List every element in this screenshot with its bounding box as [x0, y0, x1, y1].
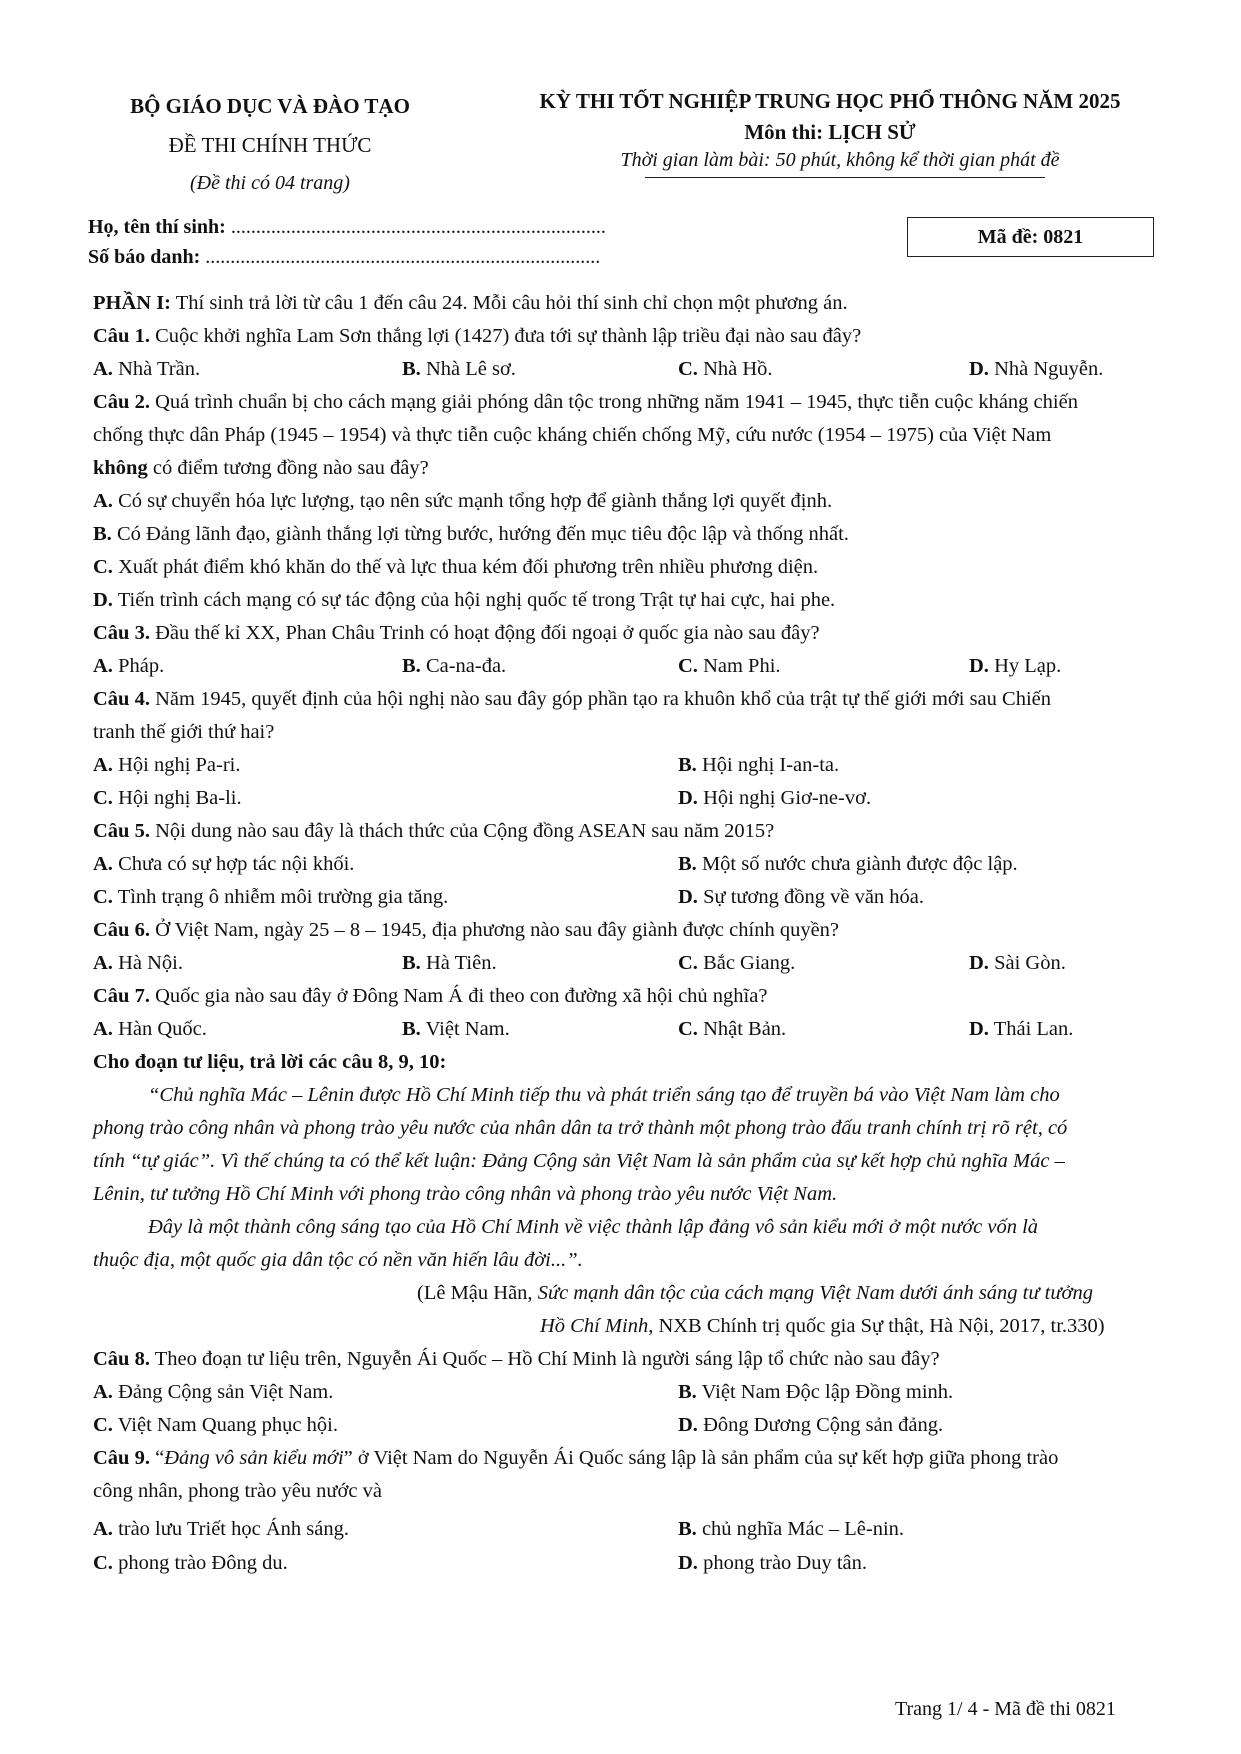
option-letter: D. [969, 952, 989, 974]
question-text: Cuộc khởi nghĩa Lam Sơn thắng lợi (1427) đưa tới sự thành lập triều đại nào sau đây? [149, 325, 862, 347]
question-number: Câu 8. [93, 1348, 150, 1370]
option-letter: B. [678, 1381, 697, 1403]
option-text: Nhà Hồ. [703, 358, 773, 380]
option-letter: C. [93, 556, 113, 578]
passage-intro: Cho đoạn tư liệu, trả lời các câu 8, 9, 10: [93, 1051, 447, 1073]
q7-option-c [678, 1018, 786, 1041]
candidate-id-dots: ............................................................................... [205, 246, 601, 268]
option-text: Hy Lạp. [994, 655, 1062, 677]
question-text: ” ở Việt Nam do Nguyễn Ái Quốc sáng lập là sản phẩm của sự kết hợp giữa phong trào [343, 1447, 1059, 1469]
q8-option-c [93, 1414, 338, 1437]
option-text: phong trào Đông du. [118, 1552, 288, 1574]
q3-option-a [93, 655, 164, 678]
question-9 [93, 1447, 1183, 1470]
option-text: Ca-na-đa. [425, 655, 507, 677]
pages-note: (Đề thi có 04 trang) [190, 172, 350, 194]
option-letter: C. [678, 952, 698, 974]
question-2 [93, 391, 1183, 414]
option-letter: A. [93, 1381, 113, 1403]
option-text: Hội nghị Ba-li. [118, 787, 242, 809]
option-text: Hàn Quốc. [118, 1018, 207, 1040]
option-letter: C. [678, 358, 698, 380]
option-text: chủ nghĩa Mác – Lê-nin. [701, 1518, 905, 1540]
option-letter: A. [93, 1518, 113, 1540]
q9-option-b [678, 1518, 904, 1541]
option-text: Nam Phi. [703, 655, 781, 677]
exam-time: Thời gian làm bài: 50 phút, không kể thời gian phát đề [620, 149, 1060, 171]
option-letter: C. [93, 1552, 113, 1574]
option-text: Việt Nam Quang phục hội. [117, 1414, 338, 1436]
option-text: Đông Dương Cộng sản đảng. [703, 1414, 944, 1436]
option-letter: B. [678, 853, 697, 875]
option-letter: D. [969, 1018, 989, 1040]
option-text: Việt Nam Độc lập Đồng minh. [701, 1381, 954, 1403]
question-number: Câu 3. [93, 622, 150, 644]
option-text: Thái Lan. [993, 1018, 1074, 1040]
option-text: trào lưu Triết học Ánh sáng. [118, 1518, 349, 1540]
quoted-term: Đảng vô sản kiểu mới [164, 1447, 344, 1469]
q5-option-c [93, 886, 448, 909]
q9-option-c [93, 1552, 288, 1575]
option-letter: B. [93, 523, 112, 545]
question-number: Câu 2. [93, 391, 150, 413]
question-4 [93, 688, 1183, 711]
option-letter: A. [93, 754, 113, 776]
question-text: Theo đoạn tư liệu trên, Nguyễn Ái Quốc – Hồ Chí Minh là người sáng lập tổ chức nào sau đây? [149, 1348, 940, 1370]
header-rule [645, 177, 1045, 178]
question-number: Câu 5. [93, 820, 150, 842]
page-footer: Trang 1/ 4 - Mã đề thi 0821 [895, 1698, 1116, 1720]
q4-option-c [93, 787, 242, 810]
option-text: phong trào Duy tân. [703, 1552, 868, 1574]
candidate-name-line [88, 216, 606, 239]
option-text: Xuất phát điểm khó khăn do thế và lực thua kém đối phương trên nhiều phương diện. [118, 556, 819, 578]
option-letter: C. [678, 1018, 698, 1040]
option-letter: A. [93, 1018, 113, 1040]
question-3 [93, 622, 1183, 645]
source-author: (Lê Mậu Hãn, [417, 1282, 538, 1304]
q1-option-a [93, 358, 200, 381]
q2-option-d [93, 589, 835, 612]
question-text: Đầu thế kỉ XX, Phan Châu Trinh có hoạt động đối ngoại ở quốc gia nào sau đây? [149, 622, 820, 644]
q2-option-a [93, 490, 832, 513]
question-6 [93, 919, 1183, 942]
q9-option-a [93, 1518, 349, 1541]
part1-label: PHẦN I: [93, 292, 172, 314]
question-number: Câu 6. [93, 919, 150, 941]
exam-code-box: Mã đề: 0821 [907, 217, 1154, 257]
q9-option-d [678, 1552, 867, 1575]
option-text: Nhà Trần. [118, 358, 201, 380]
question-text: Quá trình chuẩn bị cho cách mạng giải phóng dân tộc trong những năm 1941 – 1945, thực tiễn cuộc kháng chiến [149, 391, 1078, 413]
q1-option-b [402, 358, 516, 381]
source-title: Sức mạnh dân tộc của cách mạng Việt Nam dưới ánh sáng tư tưởng [537, 1282, 1093, 1304]
question-8 [93, 1348, 1183, 1371]
q4-option-d [678, 787, 871, 810]
option-letter: B. [402, 1018, 421, 1040]
option-text: Nhật Bản. [703, 1018, 787, 1040]
option-text: Một số nước chưa giành được độc lập. [701, 853, 1018, 875]
option-text: Nhà Lê sơ. [425, 358, 516, 380]
option-letter: C. [93, 787, 113, 809]
q3-option-b [402, 655, 506, 678]
option-letter: D. [969, 358, 989, 380]
q2-option-c [93, 556, 818, 579]
q5-option-a [93, 853, 354, 876]
option-text: Hội nghị Giơ-ne-vơ. [703, 787, 872, 809]
question-9-line2: công nhân, phong trào yêu nước và [93, 1480, 382, 1502]
option-letter: C. [93, 1414, 113, 1436]
part1-instruction [93, 292, 1183, 315]
passage-source-line1 [417, 1282, 1093, 1305]
option-letter: D. [678, 886, 698, 908]
exam-title: KỲ THI TỐT NGHIỆP TRUNG HỌC PHỔ THÔNG NĂM 2025 [539, 89, 1121, 113]
option-letter: A. [93, 490, 113, 512]
question-7 [93, 985, 1183, 1008]
passage-p1-line1: “Chủ nghĩa Mác – Lênin được Hồ Chí Minh tiếp thu và phát triển sáng tạo để truyền bá vào Việt Nam làm cho [148, 1084, 1060, 1106]
q6-option-a [93, 952, 183, 975]
passage-p1-line3: tính “tự giác”. Vì thế chúng ta có thể kết luận: Đảng Cộng sản Việt Nam là sản phẩm của sự kết hợp chủ nghĩa Mác – [93, 1150, 1065, 1172]
option-letter: B. [678, 1518, 697, 1540]
candidate-id-label: Số báo danh: [88, 246, 201, 268]
q4-option-b [678, 754, 839, 777]
question-2-line2: chống thực dân Pháp (1945 – 1954) và thực tiễn cuộc kháng chiến chống Mỹ, cứu nước (1954 – 1975) của Việt Nam [93, 424, 1052, 446]
question-1 [93, 325, 1183, 348]
passage-p2-line2: thuộc địa, một quốc gia dân tộc có nền văn hiến lâu đời...”. [93, 1249, 583, 1271]
option-letter: A. [93, 655, 113, 677]
option-letter: D. [678, 1414, 698, 1436]
question-text: có điểm tương đồng nào sau đây? [147, 457, 429, 479]
candidate-id-line [88, 246, 600, 269]
candidate-name-label: Họ, tên thí sinh: [88, 216, 226, 238]
option-letter: D. [969, 655, 989, 677]
part1-text: Thí sinh trả lời từ câu 1 đến câu 24. Mỗi câu hỏi thí sinh chỉ chọn một phương án. [171, 292, 848, 314]
option-text: Tình trạng ô nhiễm môi trường gia tăng. [117, 886, 449, 908]
passage-p1-line4: Lênin, tư tưởng Hồ Chí Minh với phong trào công nhân và phong trào yêu nước Việt Nam. [93, 1183, 838, 1205]
q5-option-d [678, 886, 924, 909]
q3-option-c [678, 655, 781, 678]
question-2-line3 [93, 457, 1183, 480]
passage-p2-line1: Đây là một thành công sáng tạo của Hồ Chí Minh về việc thành lập đảng vô sản kiểu mới ở một nước vốn là [148, 1216, 1039, 1238]
question-number: Câu 4. [93, 688, 150, 710]
option-text: Bắc Giang. [703, 952, 796, 974]
option-text: Tiến trình cách mạng có sự tác động của hội nghị quốc tế trong Trật tự hai cực, hai phe. [117, 589, 836, 611]
q7-option-b [402, 1018, 510, 1041]
option-text: Có Đảng lãnh đạo, giành thắng lợi từng bước, hướng đến mục tiêu độc lập và thống nhất. [116, 523, 849, 545]
option-text: Pháp. [118, 655, 165, 677]
q6-option-b [402, 952, 497, 975]
option-text: Hội nghị Pa-ri. [118, 754, 241, 776]
question-5 [93, 820, 1183, 843]
option-letter: D. [678, 787, 698, 809]
question-text: Năm 1945, quyết định của hội nghị nào sau đây góp phần tạo ra khuôn khổ của trật tự thế giới mới sau Chiến [149, 688, 1051, 710]
option-letter: A. [93, 952, 113, 974]
source-title-end: Hồ Chí Minh [540, 1315, 649, 1337]
option-letter: B. [402, 952, 421, 974]
q1-option-c [678, 358, 773, 381]
option-letter: C. [93, 886, 113, 908]
passage-p1-line2: phong trào công nhân và phong trào yêu nước của nhân dân ta trở thành một phong trào đấu tranh chính trị rõ rệt, có [93, 1117, 1068, 1139]
ministry-name: BỘ GIÁO DỤC VÀ ĐÀO TẠO [130, 94, 410, 118]
q5-option-b [678, 853, 1018, 876]
option-text: Sài Gòn. [994, 952, 1066, 974]
option-text: Đảng Cộng sản Việt Nam. [118, 1381, 334, 1403]
option-text: Hà Nội. [118, 952, 183, 974]
option-text: Hà Tiên. [425, 952, 497, 974]
official-exam-label: ĐỀ THI CHÍNH THỨC [168, 133, 372, 157]
option-letter: D. [93, 589, 113, 611]
q6-option-c [678, 952, 795, 975]
option-letter: B. [678, 754, 697, 776]
question-text: Ở Việt Nam, ngày 25 – 8 – 1945, địa phương nào sau đây giành được chính quyền? [149, 919, 840, 941]
option-text: Có sự chuyển hóa lực lượng, tạo nên sức mạnh tổng hợp để giành thắng lợi quyết định. [118, 490, 833, 512]
option-letter: B. [402, 655, 421, 677]
question-text: Nội dung nào sau đây là thách thức của Cộng đồng ASEAN sau năm 2015? [149, 820, 775, 842]
question-number: Câu 9. [93, 1447, 150, 1469]
option-letter: A. [93, 358, 113, 380]
option-text: Sự tương đồng về văn hóa. [703, 886, 925, 908]
option-text: Việt Nam. [425, 1018, 510, 1040]
q3-option-d [969, 655, 1061, 678]
q8-option-d [678, 1414, 943, 1437]
option-text: Nhà Nguyễn. [994, 358, 1104, 380]
option-letter: D. [678, 1552, 698, 1574]
q8-option-b [678, 1381, 953, 1404]
q4-option-a [93, 754, 240, 777]
negation-word: không [93, 457, 148, 479]
option-text: Chưa có sự hợp tác nội khối. [118, 853, 355, 875]
candidate-name-dots: ........................................................................... [230, 216, 606, 238]
q6-option-d [969, 952, 1066, 975]
q8-option-a [93, 1381, 333, 1404]
q7-option-a [93, 1018, 207, 1041]
q2-option-b [93, 523, 849, 546]
q7-option-d [969, 1018, 1073, 1041]
exam-subject: Môn thi: LỊCH SỬ [744, 120, 916, 144]
question-number: Câu 1. [93, 325, 150, 347]
option-letter: C. [678, 655, 698, 677]
option-letter: A. [93, 853, 113, 875]
passage-source-line2 [540, 1315, 1105, 1338]
option-letter: B. [402, 358, 421, 380]
source-publisher: , NXB Chính trị quốc gia Sự thật, Hà Nội, 2017, tr.330) [648, 1315, 1105, 1337]
quote-open: “ [149, 1447, 165, 1469]
question-4-line2: tranh thế giới thứ hai? [93, 721, 275, 743]
q1-option-d [969, 358, 1103, 381]
question-text: Quốc gia nào sau đây ở Đông Nam Á đi theo con đường xã hội chủ nghĩa? [149, 985, 768, 1007]
option-text: Hội nghị I-an-ta. [701, 754, 840, 776]
question-number: Câu 7. [93, 985, 150, 1007]
